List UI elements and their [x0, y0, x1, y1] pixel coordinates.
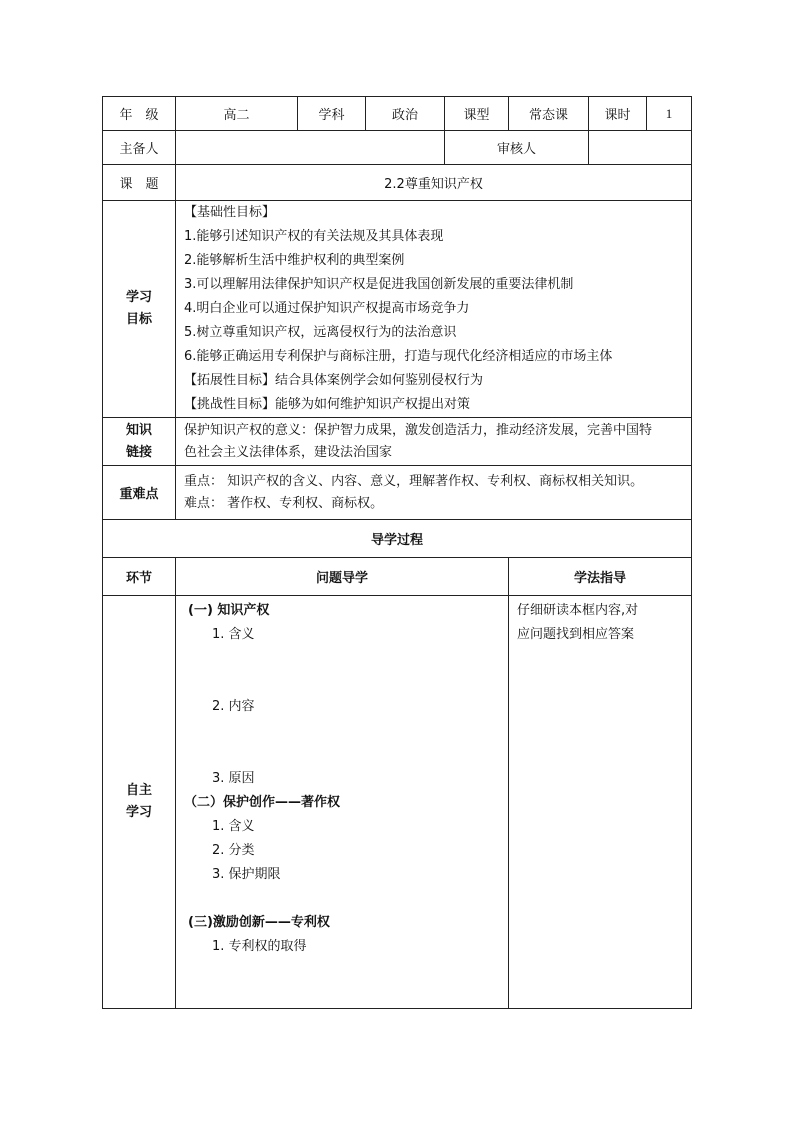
- hours-value: 1: [647, 97, 692, 131]
- goal-item: 5.树立尊重知识产权，远离侵权行为的法治意识: [184, 325, 457, 340]
- goal-item: 1.能够引述知识产权的有关法规及其具体表现: [184, 229, 444, 244]
- process-body-row: [103, 596, 692, 1009]
- header-row: [103, 97, 692, 131]
- type-value: 常态课: [509, 97, 589, 131]
- goal-item: 3.可以理解用法律保护知识产权是促进我国创新发展的重要法律机制: [184, 277, 574, 292]
- lesson-plan-table: [102, 96, 692, 1009]
- reviewer-value: [589, 131, 692, 165]
- type-label: 课型: [445, 97, 509, 131]
- guidance-line: 仔细研读本框内容,对: [517, 603, 639, 618]
- guidance-content: [509, 596, 692, 1009]
- goals-label: [103, 201, 176, 418]
- goal-item: 【拓展性目标】结合具体案例学会如何鉴别侵权行为: [184, 373, 484, 388]
- goals-row: [103, 201, 692, 418]
- difficulty-line: 难点： 著作权、专利权、商标权。: [184, 495, 384, 511]
- knowledge-label-line2: 链接: [125, 444, 152, 460]
- knowledge-line: 保护知识产权的意义：保护智力成果，激发创造活力，推动经济发展，完善中国特: [184, 422, 653, 438]
- grade-value: 高二: [176, 97, 298, 131]
- section-heading: (一) 知识产权: [188, 603, 270, 618]
- col-questions-header: 问题导学: [176, 558, 509, 596]
- question-item: 1. 专利权的取得: [212, 939, 307, 954]
- process-title-row: [103, 520, 692, 558]
- goal-item: 【基础性目标】: [184, 205, 276, 220]
- question-item: 3. 原因: [212, 771, 255, 786]
- question-item: 1. 含义: [212, 819, 255, 834]
- topic-row: [103, 165, 692, 201]
- goal-item: 2.能够解析生活中维护权利的典型案例: [184, 253, 405, 268]
- question-item: 2. 内容: [212, 699, 255, 714]
- subject-label: 学科: [298, 97, 366, 131]
- key-points-label: 重难点: [103, 466, 176, 520]
- topic-label: 课 题: [103, 165, 176, 201]
- knowledge-content: [176, 418, 692, 466]
- goal-item: 【挑战性目标】能够为如何维护知识产权提出对策: [184, 397, 471, 412]
- knowledge-label-line1: 知识: [125, 422, 152, 438]
- focus-line: 重点： 知识产权的含义、内容、意义，理解著作权、专利权、商标权相关知识。: [184, 473, 644, 489]
- col-guidance-header: 学法指导: [509, 558, 692, 596]
- col-stage-header: 环节: [103, 558, 176, 596]
- question-item: 3. 保护期限: [212, 867, 281, 882]
- goal-item: 4.明白企业可以通过保护知识产权提高市场竞争力: [184, 301, 470, 316]
- goals-label-line2: 目标: [125, 312, 152, 327]
- grade-label: 年 级: [103, 97, 176, 131]
- preparer-row: [103, 131, 692, 165]
- knowledge-row: [103, 418, 692, 466]
- goal-item: 6.能够正确运用专利保护与商标注册，打造与现代化经济相适应的市场主体: [184, 349, 613, 364]
- questions-content: [176, 596, 509, 1009]
- subject-value: 政治: [366, 97, 445, 131]
- reviewer-label: 审核人: [445, 131, 589, 165]
- key-points-row: [103, 466, 692, 520]
- goals-content: [176, 201, 692, 418]
- goals-label-line1: 学习: [125, 290, 152, 305]
- topic-value: 2.2尊重知识产权: [176, 165, 692, 201]
- preparer-value: [176, 131, 445, 165]
- stage-label-line1: 自主: [125, 783, 152, 798]
- section-heading: (三)激励创新——专利权: [188, 915, 330, 930]
- stage-label-line2: 学习: [125, 805, 152, 820]
- knowledge-line: 色社会主义法律体系，建设法治国家: [184, 444, 393, 460]
- stage-label: [103, 596, 176, 1009]
- process-header-row: [103, 558, 692, 596]
- guidance-line: 应问题找到相应答案: [517, 627, 635, 642]
- hours-label: 课时: [589, 97, 647, 131]
- question-item: 2. 分类: [212, 843, 255, 858]
- preparer-label: 主备人: [103, 131, 176, 165]
- question-item: 1. 含义: [212, 627, 255, 642]
- knowledge-label: [103, 418, 176, 466]
- process-title: 导学过程: [103, 520, 692, 558]
- section-heading: （二）保护创作——著作权: [184, 795, 341, 810]
- key-points-content: [176, 466, 692, 520]
